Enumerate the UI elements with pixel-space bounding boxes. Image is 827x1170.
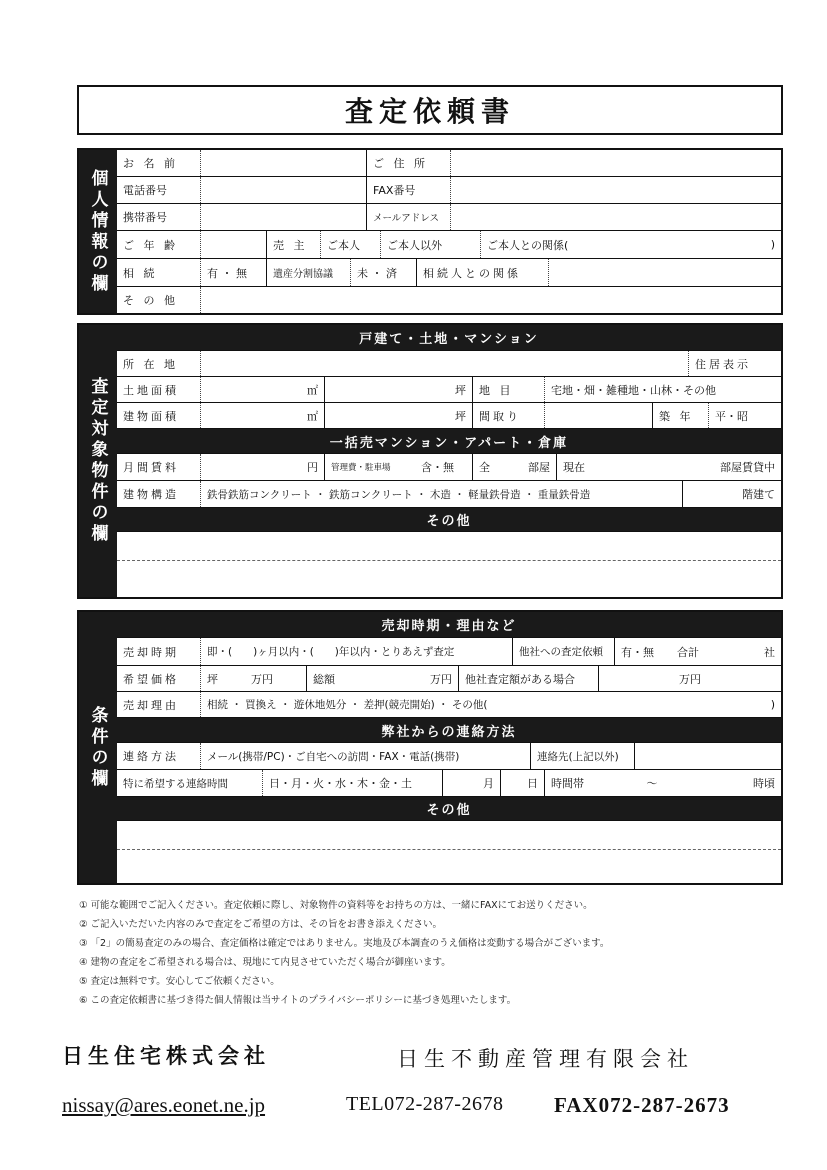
note-item: ① 可能な範囲でご記入ください。査定依頼に際し、対象物件の資料等をお持ちの方は、一緒にFAXにてお送りください。	[79, 900, 593, 911]
relation-label: ご本人との関係(	[487, 238, 569, 252]
notes-list	[79, 896, 785, 1010]
companies-field[interactable]: 社	[764, 645, 775, 659]
mgmt-options[interactable]: 含・無	[415, 454, 473, 480]
contact-method-label: 連絡方法	[117, 743, 201, 769]
property-bar-other: その他	[117, 508, 781, 532]
personal-section	[77, 148, 783, 315]
property-section	[77, 323, 783, 599]
weekday-options[interactable]: 日・月・火・水・木・金・土	[263, 770, 443, 796]
other-company-label: 他社への査定依頼	[513, 638, 615, 665]
name-field[interactable]	[201, 150, 367, 176]
time-approx[interactable]: 時頃	[753, 777, 775, 790]
address-display-label: 住居表示	[695, 357, 751, 371]
company-name-secondary: 日生不動産管理有限会社	[397, 1047, 694, 1071]
address-label: ご 住 所	[367, 150, 451, 176]
division-label: 遺産分割協議	[267, 259, 351, 286]
month-field[interactable]: 月	[443, 770, 501, 796]
land-category-label: 地 目	[473, 377, 545, 402]
land-category-options[interactable]: 宅地・畑・雑種地・山林・その他	[551, 383, 716, 397]
layout-label: 間取り	[473, 403, 545, 428]
timing-options[interactable]: 即・( )ヶ月以内・( )年以内・とりあえず査定	[201, 638, 513, 665]
reason-options[interactable]: 相続 ・ 買換え ・ 遊休地処分 ・ 差押(競売開始) ・ その他(	[207, 699, 488, 711]
price-label: 希望価格	[117, 666, 201, 691]
seller-self-option[interactable]: ご本人	[321, 231, 381, 258]
other-company-yes-no[interactable]: 有・無	[621, 645, 654, 659]
property-bar-building: 一括売マンション・アパート・倉庫	[117, 429, 781, 454]
layout-field[interactable]	[545, 403, 653, 428]
age-label: ご 年 齢	[117, 231, 201, 258]
note-item: ③ 「2」の簡易査定のみの場合、査定価格は確定ではありません。実地及び本調査のうえ価格は変動する場合がございます。	[79, 938, 610, 949]
structure-options[interactable]: 鉄骨鉄筋コンクリート ・ 鉄筋コンクリート ・ 木造 ・ 軽量鉄骨造 ・ 重量鉄骨造	[201, 481, 683, 507]
inherit-label: 相 続	[117, 259, 201, 286]
inherit-yes-no[interactable]: 有 ・ 無	[201, 259, 267, 286]
conditions-bar-timing: 売却時期・理由など	[117, 612, 781, 638]
built-era-options[interactable]: 平・昭	[715, 409, 748, 423]
phone-field[interactable]	[201, 177, 367, 203]
rented-field[interactable]: 部屋賃貸中	[720, 461, 775, 474]
current-label: 現在	[563, 461, 585, 474]
land-area-sqm[interactable]: ㎡	[201, 377, 325, 402]
note-item: ② ご記入いただいた内容のみで査定をご希望の方は、その旨をお書き添えください。	[79, 919, 443, 930]
page-title: 査定依頼書	[344, 95, 515, 128]
time-range-tilde[interactable]: ～	[646, 777, 658, 790]
land-area-tsubo[interactable]: 坪	[325, 377, 473, 402]
conditions-other-line-2[interactable]	[117, 850, 781, 879]
note-item: ⑥ この査定依頼書に基づき得た個人情報は当サイトのプライバシーポリシーに基づき処理いたします。	[79, 995, 517, 1006]
reason-close: )	[770, 698, 775, 711]
mgmt-label: 管理費・駐車場	[331, 463, 391, 473]
title-box	[77, 85, 783, 135]
conditions-side-label: 条件の欄	[79, 612, 117, 883]
seller-other-option[interactable]: ご本人以外	[381, 231, 481, 258]
conditions-bar-other: その他	[117, 797, 781, 821]
preferred-time-label: 特に希望する連絡時間	[117, 770, 263, 796]
conditions-bar-contact: 弊社からの連絡方法	[117, 718, 781, 743]
property-side-label: 査定対象物件の欄	[79, 325, 117, 597]
heir-relation-label: 相続人との関係	[417, 259, 549, 286]
heir-relation-field[interactable]	[549, 259, 781, 286]
note-item: ⑤ 査定は無料です。安心してご依頼ください。	[79, 976, 280, 987]
division-options[interactable]: 未 ・ 済	[351, 259, 417, 286]
property-other-line-1[interactable]	[117, 532, 781, 561]
mobile-field[interactable]	[201, 204, 367, 230]
structure-label: 建物構造	[117, 481, 201, 507]
contact-method-options[interactable]: メール(携帯/PC)・ご自宅への訪問・FAX・電話(携帯)	[201, 743, 531, 769]
location-field[interactable]	[201, 351, 689, 376]
note-item: ④ 建物の査定をご希望される場合は、現地にて内見させていただく場合が御座います。	[79, 957, 451, 968]
floors-field[interactable]: 階建て	[742, 488, 775, 501]
price-total-label: 総額	[313, 672, 335, 686]
time-band-label: 時間帯	[551, 777, 584, 790]
other-price-field[interactable]: 万円	[679, 672, 701, 686]
address-field[interactable]	[451, 150, 781, 176]
misc-field[interactable]	[201, 287, 781, 313]
other-price-label: 他社査定額がある場合	[459, 666, 599, 691]
seller-label: 売 主	[267, 231, 321, 258]
relation-close: )	[770, 238, 775, 251]
contact-to-label: 連絡先(上記以外)	[531, 743, 635, 769]
day-field[interactable]: 日	[501, 770, 545, 796]
conditions-other-line-1[interactable]	[117, 821, 781, 850]
fax-label: FAX番号	[367, 177, 451, 203]
land-area-label: 土地面積	[117, 377, 201, 402]
contact-email[interactable]: nissay@ares.eonet.ne.jp	[62, 1093, 266, 1117]
phone-label: 電話番号	[117, 177, 201, 203]
name-label: お 名 前	[117, 150, 201, 176]
building-area-sqm[interactable]: ㎡	[201, 403, 325, 428]
email-field[interactable]	[451, 204, 781, 230]
total-label: 合計	[677, 645, 699, 659]
age-field[interactable]	[201, 231, 267, 258]
building-area-tsubo[interactable]: 坪	[325, 403, 473, 428]
building-area-label: 建物面積	[117, 403, 201, 428]
location-label: 所 在 地	[117, 351, 201, 376]
misc-label: そ の 他	[117, 287, 201, 313]
rooms-field[interactable]: 部屋	[493, 454, 557, 480]
built-label: 築 年	[653, 403, 709, 428]
price-tsubo-field[interactable]: 坪 万円	[201, 666, 307, 691]
contact-fax: FAX072-287-2673	[554, 1093, 730, 1117]
contact-tel: TEL072-287-2678	[346, 1093, 504, 1115]
fax-field[interactable]	[451, 177, 781, 203]
company-name-primary: 日生住宅株式会社	[62, 1043, 270, 1068]
reason-label: 売却理由	[117, 692, 201, 717]
personal-side-label: 個人情報の欄	[79, 150, 117, 313]
all-label: 全	[479, 461, 490, 474]
mobile-label: 携帯番号	[117, 204, 201, 230]
property-other-line-2[interactable]	[117, 561, 781, 590]
contact-to-field[interactable]	[635, 743, 781, 769]
conditions-section	[77, 610, 783, 885]
timing-label: 売却時期	[117, 638, 201, 665]
rent-label: 月間賃料	[117, 454, 201, 480]
email-label: メールアドレス	[367, 204, 451, 230]
property-bar-house: 戸建て・土地・マンション	[117, 325, 781, 351]
rent-field[interactable]: 円	[201, 454, 325, 480]
price-total-field[interactable]: 万円	[343, 666, 459, 691]
